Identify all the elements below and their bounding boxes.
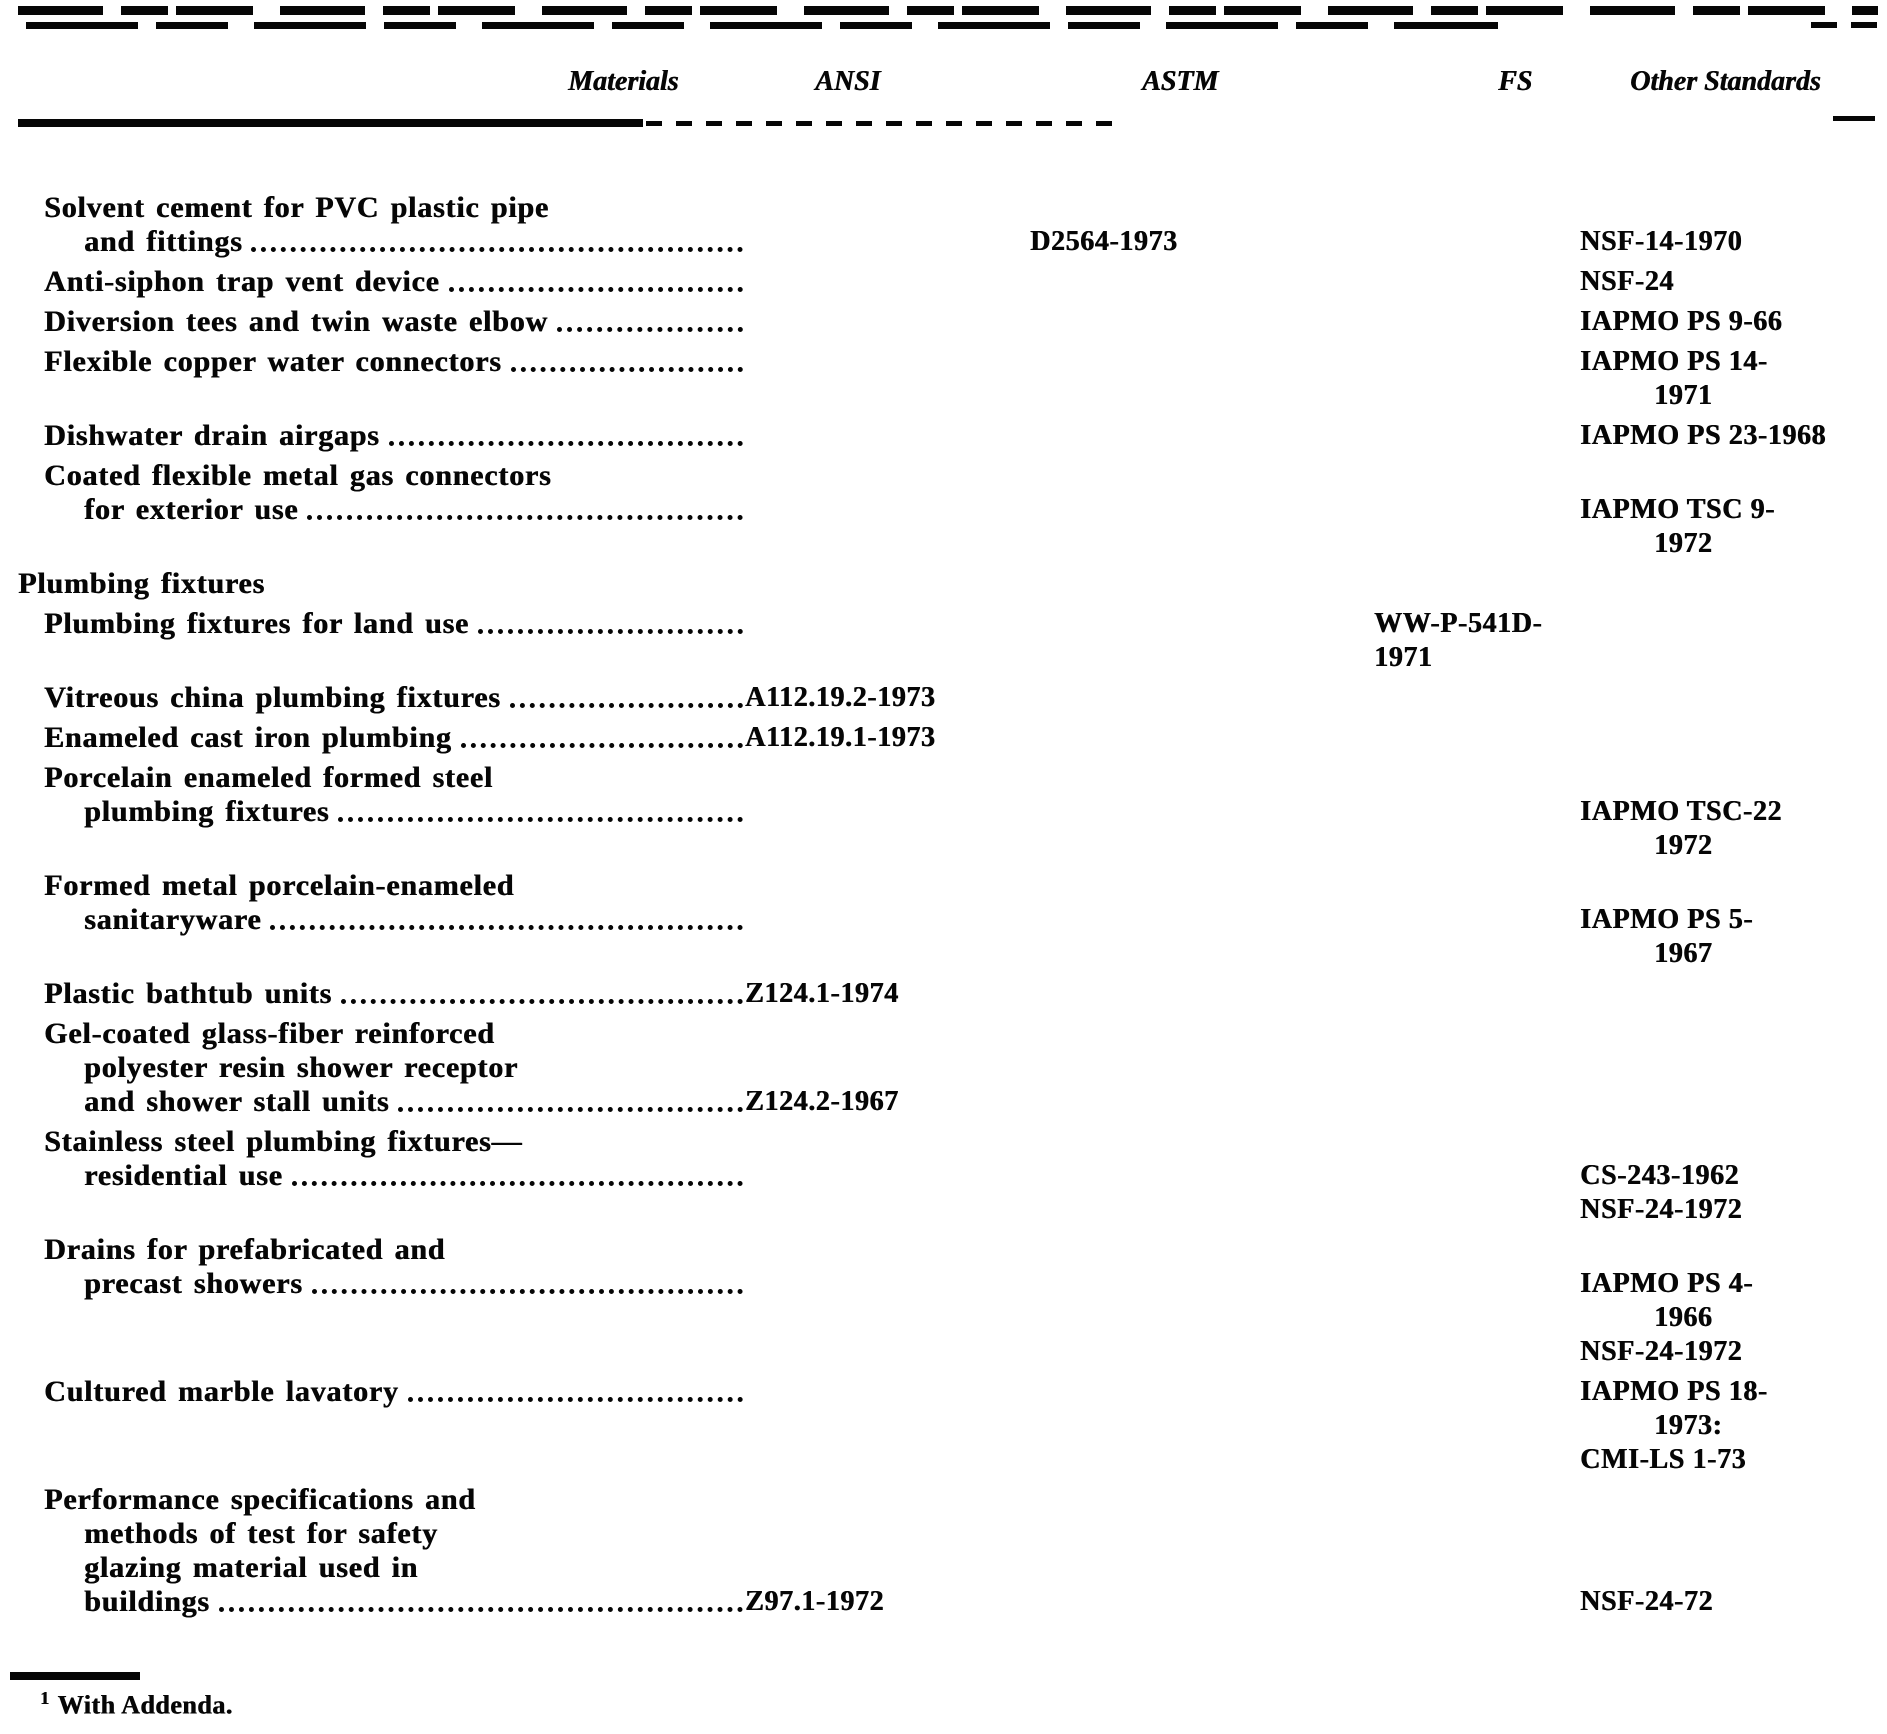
fs-cell (1360, 305, 1580, 339)
materials-cell (18, 1017, 745, 1119)
material-text: Porcelain enameled formed steel (44, 761, 493, 794)
fs-standard-value: WW-P-541D- (1374, 608, 1543, 639)
dot-leader (557, 327, 743, 332)
other-standard-value: IAPMO PS 5- (1580, 904, 1754, 935)
other-cell (1580, 977, 1862, 1011)
table-row (18, 977, 1880, 1011)
astm-cell (1030, 459, 1360, 561)
material-text: and shower stall units (84, 1085, 390, 1118)
material-text: Plastic bathtub units (44, 977, 332, 1010)
fs-cell (1360, 191, 1580, 259)
material-text: Plumbing fixtures (18, 567, 265, 600)
other-standard-value: NSF-14-1970 (1580, 226, 1743, 257)
material-line (18, 1517, 745, 1551)
dot-leader (307, 515, 743, 520)
table-row (18, 1125, 1880, 1227)
material-line (18, 1017, 745, 1051)
footnote-marker: 1 (40, 1688, 50, 1708)
material-text: residential use (84, 1159, 283, 1192)
material-line (18, 977, 745, 1011)
materials-cell (18, 1375, 745, 1477)
ansi-standard-value: Z97.1-1972 (745, 1586, 884, 1617)
fs-cell (1360, 459, 1580, 561)
dot-leader (292, 1181, 743, 1186)
other-standard-value: IAPMO PS 23-1968 (1580, 420, 1827, 451)
materials-cell (18, 345, 745, 413)
material-text: Flexible copper water connectors (44, 345, 502, 378)
dot-leader (341, 999, 743, 1004)
other-standard-value: NSF-24 (1580, 266, 1674, 297)
dot-leader (251, 247, 743, 252)
top-rule-line-1 (18, 6, 1878, 15)
other-standard-value: NSF-24-1972 (1580, 1194, 1743, 1225)
material-text: polyester resin shower receptor (84, 1051, 518, 1084)
table-row (18, 869, 1880, 971)
material-line (18, 1233, 745, 1267)
material-text: Enameled cast iron plumbing (44, 721, 452, 754)
ansi-cell (745, 265, 1030, 299)
ansi-cell (745, 305, 1030, 339)
other-standard-value: IAPMO TSC-22 (1580, 796, 1782, 827)
table-row (18, 191, 1880, 259)
other-cell (1580, 1483, 1862, 1619)
ansi-cell (745, 345, 1030, 413)
other-cell (1580, 345, 1862, 413)
astm-standard-value: D2564-1973 (1030, 226, 1178, 257)
astm-cell (1030, 681, 1360, 715)
material-text: Dishwater drain airgaps (44, 419, 380, 452)
material-line (18, 345, 745, 379)
column-header-ansi: ANSI (815, 66, 881, 97)
dot-leader (461, 743, 743, 748)
dot-leader (270, 925, 743, 930)
other-cell (1580, 607, 1862, 675)
other-standard-value: IAPMO PS 9-66 (1580, 306, 1783, 337)
other-standard-value: CMI-LS 1-73 (1580, 1444, 1747, 1475)
other-cell (1580, 265, 1862, 299)
materials-cell (18, 761, 745, 863)
fs-cell (1360, 1375, 1580, 1477)
materials-cell (18, 459, 745, 561)
ansi-cell (745, 607, 1030, 675)
material-text: Solvent cement for PVC plastic pipe (44, 191, 549, 224)
material-line (18, 1483, 745, 1517)
material-line (18, 1051, 745, 1085)
fs-cell (1360, 1483, 1580, 1619)
other-standard-value: NSF-24-72 (1580, 1586, 1713, 1617)
other-cell (1580, 1233, 1862, 1369)
dot-leader (338, 817, 743, 822)
table-row (18, 1483, 1880, 1619)
material-text: Gel-coated glass-fiber reinforced (44, 1017, 495, 1050)
fs-cell (1360, 567, 1580, 601)
ansi-cell (745, 1375, 1030, 1477)
materials-cell (18, 681, 745, 715)
ansi-cell (745, 869, 1030, 971)
other-cell (1580, 1017, 1862, 1119)
astm-cell (1030, 761, 1360, 863)
column-header-materials: Materials (568, 66, 679, 97)
dot-leader (398, 1107, 743, 1112)
material-line (18, 419, 745, 453)
astm-cell (1030, 1233, 1360, 1369)
fs-cell (1360, 1233, 1580, 1369)
material-line (18, 459, 745, 493)
ansi-cell (745, 1233, 1030, 1369)
other-standard-value: 1966 (1654, 1302, 1713, 1333)
material-text: precast showers (84, 1267, 303, 1300)
fs-cell (1360, 1125, 1580, 1227)
ansi-cell (745, 1017, 1030, 1119)
table-row (18, 459, 1880, 561)
ansi-cell (745, 1125, 1030, 1227)
column-header-fs: FS (1498, 66, 1533, 97)
column-header-other-standards: Other Standards (1630, 66, 1821, 97)
materials-cell (18, 419, 745, 453)
dot-leader (511, 367, 743, 372)
table-row (18, 419, 1880, 453)
ansi-cell (745, 419, 1030, 453)
dot-leader (478, 629, 743, 634)
dot-leader (510, 703, 743, 708)
other-standard-value: 1971 (1654, 380, 1713, 411)
ansi-standard-value: Z124.2-1967 (745, 1086, 899, 1117)
fs-cell (1360, 265, 1580, 299)
material-text: Diversion tees and twin waste elbow (44, 305, 548, 338)
other-standard-value: IAPMO PS 4- (1580, 1268, 1754, 1299)
ansi-cell (745, 1483, 1030, 1619)
fs-cell (1360, 681, 1580, 715)
astm-cell (1030, 305, 1360, 339)
ansi-cell (745, 191, 1030, 259)
ansi-standard-value: A112.19.2-1973 (745, 682, 936, 713)
materials-cell (18, 265, 745, 299)
material-line (18, 1551, 745, 1585)
astm-cell (1030, 191, 1360, 259)
table-row (18, 305, 1880, 339)
other-cell (1580, 681, 1862, 715)
other-standard-value: IAPMO PS 18- (1580, 1376, 1768, 1407)
material-line (18, 1159, 745, 1193)
material-line (18, 903, 745, 937)
table-row (18, 345, 1880, 413)
ansi-cell (745, 977, 1030, 1011)
material-line (18, 567, 745, 601)
ansi-standard-value: A112.19.1-1973 (745, 722, 936, 753)
material-text: glazing material used in (84, 1551, 419, 1584)
material-line (18, 1585, 745, 1619)
column-header-astm: ASTM (1142, 66, 1219, 97)
other-standard-value: 1972 (1654, 830, 1713, 861)
fs-cell (1360, 607, 1580, 675)
other-cell (1580, 459, 1862, 561)
ansi-cell (745, 761, 1030, 863)
material-text: Anti-siphon trap vent device (44, 265, 440, 298)
dot-leader (389, 441, 743, 446)
ansi-standard-value: Z124.1-1974 (745, 978, 899, 1009)
materials-cell (18, 1233, 745, 1369)
dot-leader (408, 1397, 743, 1402)
material-line (18, 493, 745, 527)
other-standard-value: IAPMO TSC 9- (1580, 494, 1775, 525)
dot-leader (312, 1289, 743, 1294)
table-body (18, 191, 1880, 1619)
material-text: Cultured marble lavatory (44, 1375, 399, 1408)
other-standard-value: CS-243-1962 (1580, 1160, 1740, 1191)
fs-cell (1360, 721, 1580, 755)
fs-standard-value: 1971 (1374, 642, 1433, 673)
other-standard-value: 1973: (1654, 1410, 1723, 1441)
astm-cell (1030, 721, 1360, 755)
top-rule-line-2 (18, 22, 1498, 29)
other-cell (1580, 1125, 1862, 1227)
astm-cell (1030, 1483, 1360, 1619)
material-line (18, 191, 745, 225)
fs-cell (1360, 345, 1580, 413)
materials-cell (18, 869, 745, 971)
fs-cell (1360, 1017, 1580, 1119)
astm-cell (1030, 869, 1360, 971)
header-underline-rule (18, 119, 1880, 127)
astm-cell (1030, 1017, 1360, 1119)
section-row (18, 567, 1880, 601)
material-text: for exterior use (84, 493, 299, 526)
materials-cell (18, 191, 745, 259)
material-text: buildings (84, 1585, 210, 1618)
material-text: methods of test for safety (84, 1517, 438, 1550)
astm-cell (1030, 567, 1360, 601)
table-row (18, 681, 1880, 715)
ansi-cell (745, 459, 1030, 561)
material-line (18, 681, 745, 715)
table-row (18, 607, 1880, 675)
material-line (18, 761, 745, 795)
materials-cell (18, 567, 745, 601)
materials-cell (18, 607, 745, 675)
footnote (40, 1688, 233, 1721)
material-text: Coated flexible metal gas connectors (44, 459, 552, 492)
materials-cell (18, 721, 745, 755)
fs-cell (1360, 761, 1580, 863)
astm-cell (1030, 1125, 1360, 1227)
table-row (18, 721, 1880, 755)
material-line (18, 265, 745, 299)
other-cell (1580, 567, 1862, 601)
astm-cell (1030, 345, 1360, 413)
astm-cell (1030, 1375, 1360, 1477)
material-text: Performance specifications and (44, 1483, 476, 1516)
astm-cell (1030, 419, 1360, 453)
other-cell (1580, 191, 1862, 259)
material-text: and fittings (84, 225, 243, 258)
material-text: Drains for prefabricated and (44, 1233, 446, 1266)
table-header-row (18, 51, 1880, 113)
other-cell (1580, 419, 1862, 453)
material-text: Plumbing fixtures for land use (44, 607, 469, 640)
other-cell (1580, 305, 1862, 339)
material-text: Stainless steel plumbing fixtures— (44, 1125, 523, 1158)
material-line (18, 305, 745, 339)
dot-leader (219, 1607, 743, 1612)
ansi-cell (745, 721, 1030, 755)
material-line (18, 1085, 745, 1119)
other-standard-value: 1967 (1654, 938, 1713, 969)
other-cell (1580, 1375, 1862, 1477)
material-text: sanitaryware (84, 903, 262, 936)
other-cell (1580, 761, 1862, 863)
material-text: Vitreous china plumbing fixtures (44, 681, 501, 714)
material-line (18, 1375, 745, 1409)
other-cell (1580, 721, 1862, 755)
other-standard-value: 1972 (1654, 528, 1713, 559)
table-row (18, 265, 1880, 299)
materials-cell (18, 1125, 745, 1227)
footnote-rule (10, 1672, 140, 1680)
material-line (18, 1267, 745, 1301)
astm-cell (1030, 607, 1360, 675)
fs-cell (1360, 869, 1580, 971)
table-row (18, 761, 1880, 863)
materials-cell (18, 1483, 745, 1619)
material-text: Formed metal porcelain-enameled (44, 869, 515, 902)
footnote-text: With Addenda. (57, 1690, 233, 1720)
ansi-cell (745, 681, 1030, 715)
material-line (18, 607, 745, 641)
other-standard-value: NSF-24-1972 (1580, 1336, 1743, 1367)
material-line (18, 1125, 745, 1159)
material-line (18, 721, 745, 755)
astm-cell (1030, 265, 1360, 299)
astm-cell (1030, 977, 1360, 1011)
fs-cell (1360, 419, 1580, 453)
material-line (18, 225, 745, 259)
table-row (18, 1017, 1880, 1119)
table-row (18, 1233, 1880, 1369)
material-line (18, 795, 745, 829)
ansi-cell (745, 567, 1030, 601)
other-standard-value: IAPMO PS 14- (1580, 346, 1768, 377)
top-rule-fragment (1811, 22, 1877, 28)
other-cell (1580, 869, 1862, 971)
material-line (18, 869, 745, 903)
material-text: plumbing fixtures (84, 795, 330, 828)
materials-cell (18, 305, 745, 339)
dot-leader (449, 287, 743, 292)
table-row (18, 1375, 1880, 1477)
materials-cell (18, 977, 745, 1011)
header-rule-right-tick (1833, 116, 1875, 121)
fs-cell (1360, 977, 1580, 1011)
